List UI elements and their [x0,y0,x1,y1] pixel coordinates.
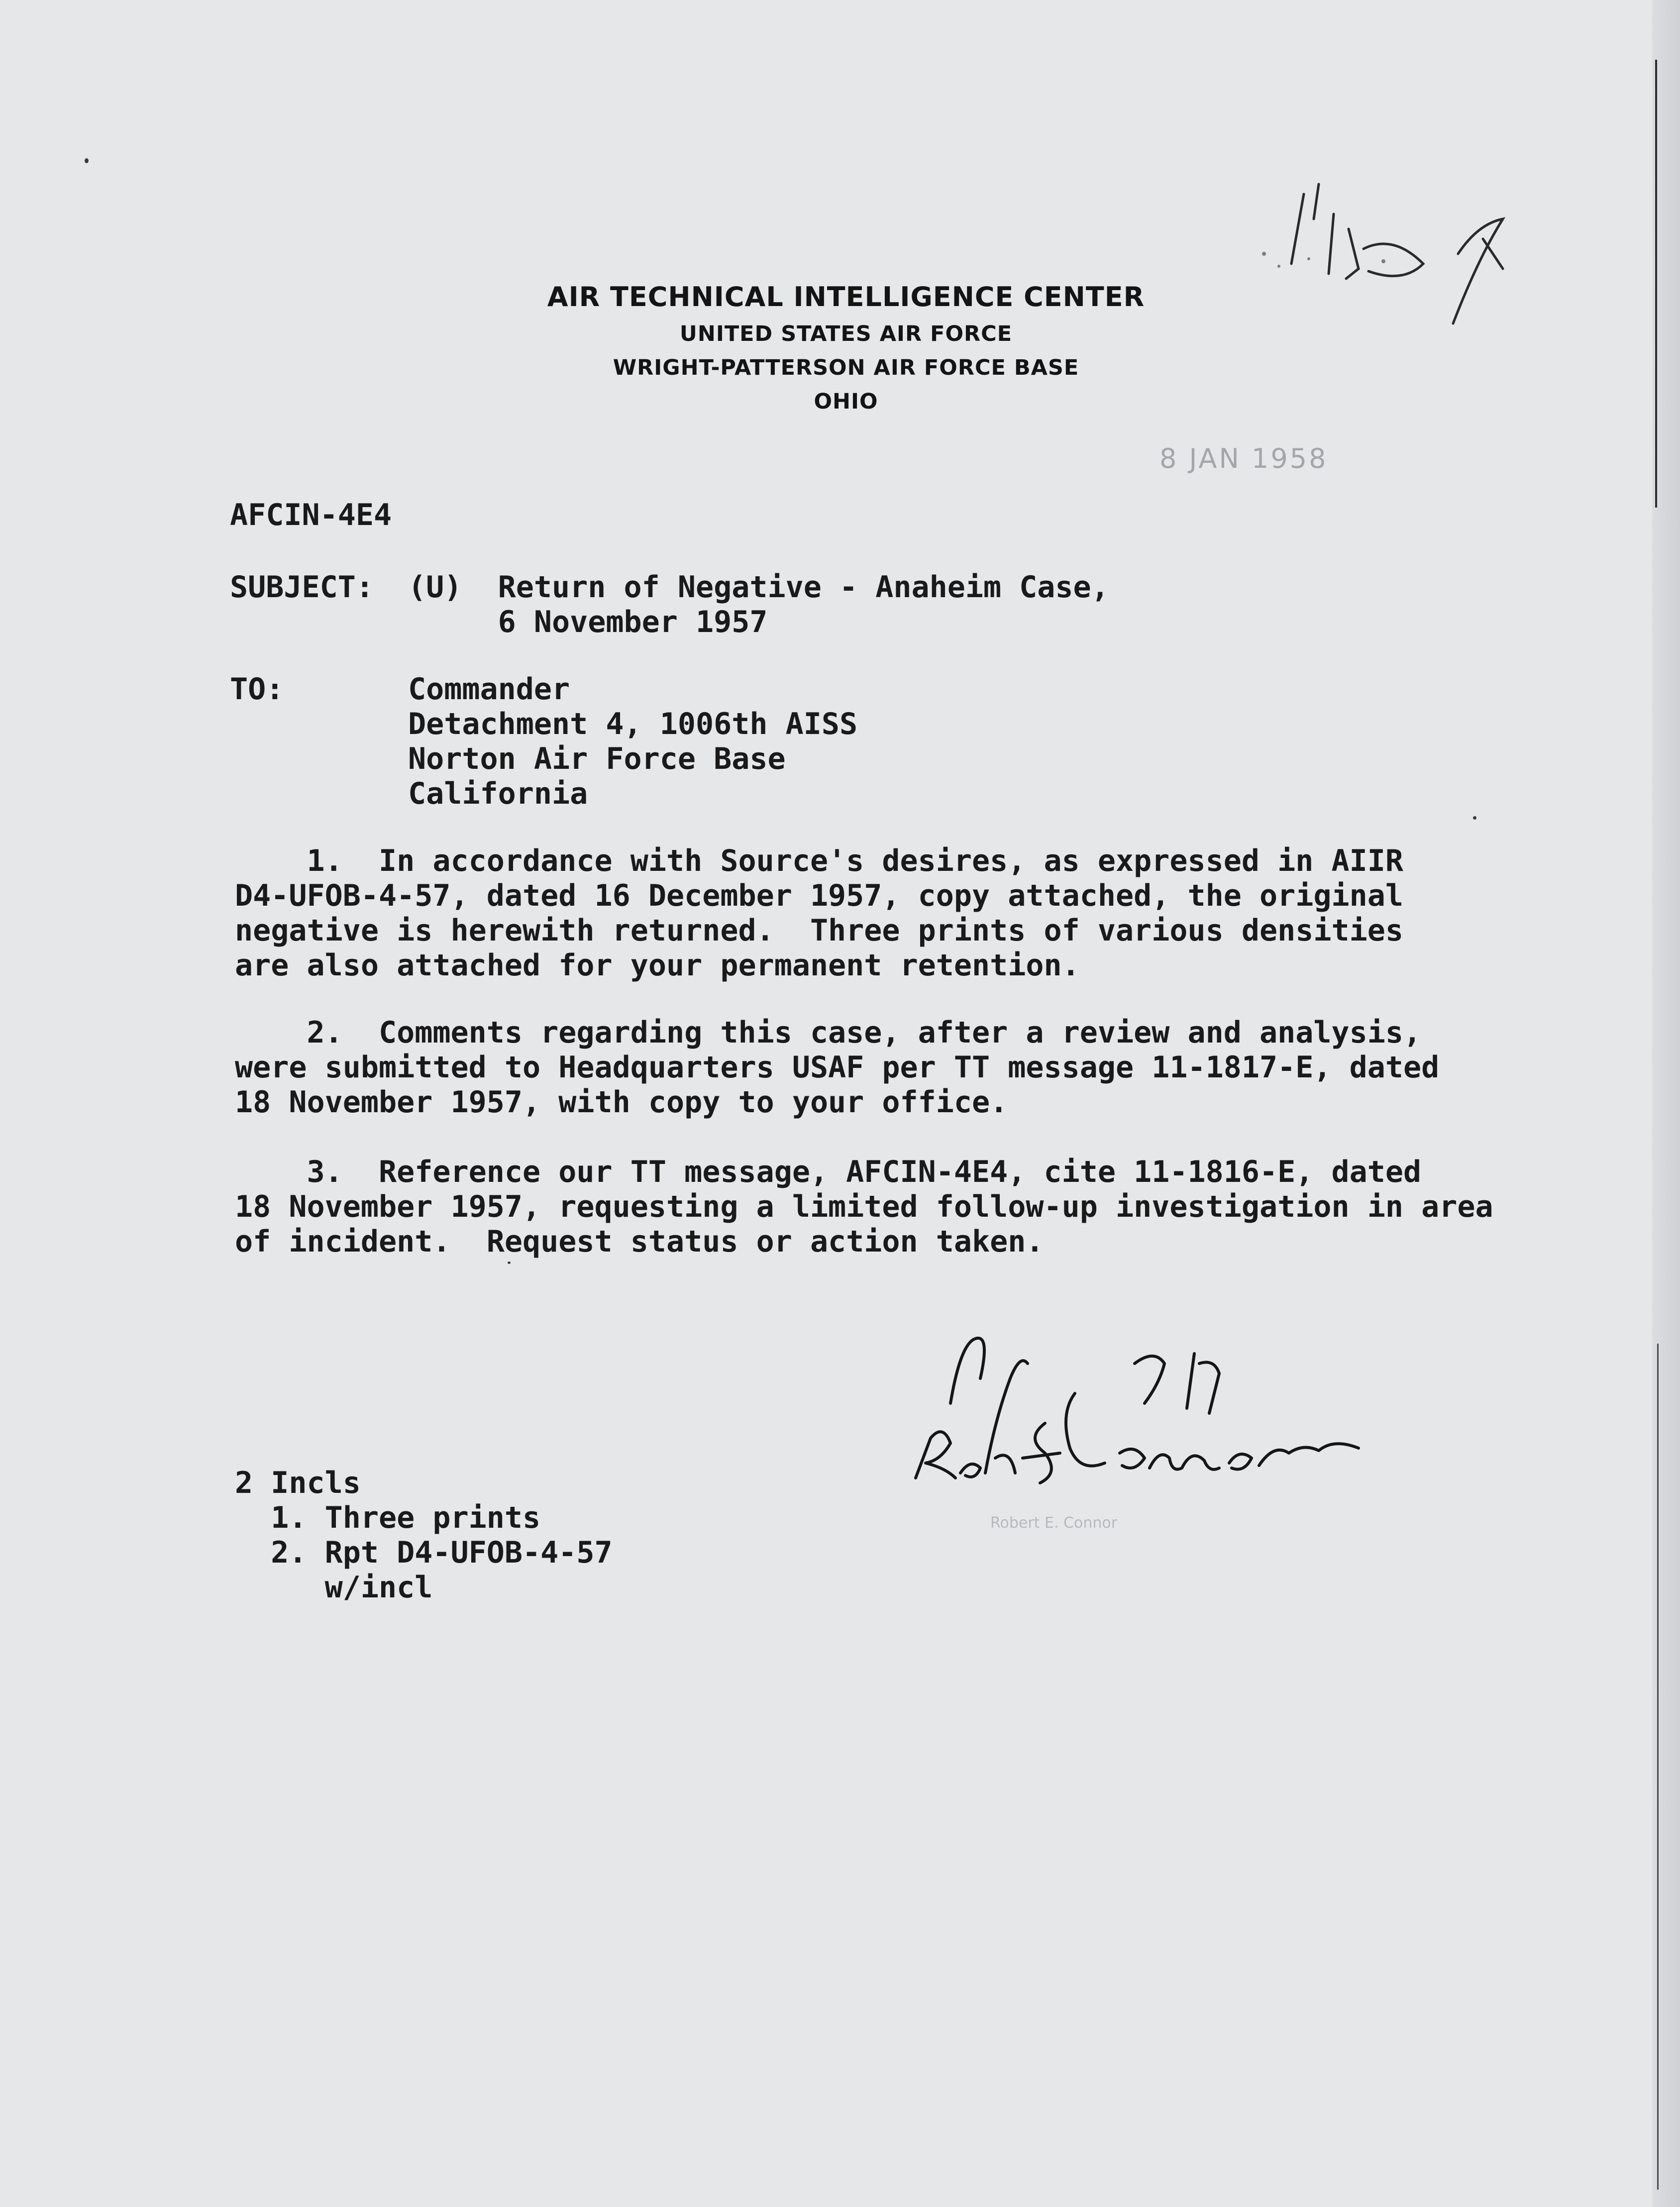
letterhead [448,281,1244,414]
letterhead-organization: AIR TECHNICAL INTELLIGENCE CENTER [547,281,1145,313]
letterhead-state: OHIO [814,389,878,414]
page-edge-line [1655,60,1657,508]
subject-label: SUBJECT: [230,570,374,605]
letterhead-base: WRIGHT-PATTERSON AIR FORCE BASE [613,355,1079,380]
speck [85,158,89,163]
signature [896,1324,1443,1533]
speck [508,1261,511,1264]
file-reference: AFCIN-4E4 [230,498,392,532]
svg-text:Robert E. Connor: Robert E. Connor [990,1514,1118,1532]
date-stamp: 8 JAN 1958 [1159,443,1328,474]
speck [1473,816,1476,820]
handwritten-initials [1244,164,1543,343]
paragraph-2: 2. Comments regarding this case, after a review and analysis, were submitted to Headquarters USAF per TT message 11-1817-E, dated 18 November 1957, with copy to your office. [235,1015,1440,1120]
subject-text: (U) Return of Negative - Anaheim Case, 6 November 1957 [408,570,1109,639]
faded-signature-block: ⠀ [980,1493,993,1513]
inclosures-list: 2 Incls 1. Three prints 2. Rpt D4-UFOB-4-57 w/incl [235,1466,613,1605]
addressee-block: Commander Detachment 4, 1006th AISS Norton Air Force Base California [408,672,858,811]
paragraph-1: 1. In accordance with Source's desires, as expressed in AIIR D4-UFOB-4-57, dated 16 December 1957, copy attached, the original negative is herewith returned. Three prints of various densities are also attached for your permanent retention. [235,843,1403,983]
letterhead-service: UNITED STATES AIR FORCE [679,321,1013,346]
page-edge-line-lower [1657,1344,1659,2190]
to-label: TO: [230,672,284,707]
paragraph-3: 3. Reference our TT message, AFCIN-4E4, cite 11-1816-E, dated 18 November 1957, requesting a limited follow-up investigation in area of incident. Request status or action taken. [235,1155,1493,1259]
